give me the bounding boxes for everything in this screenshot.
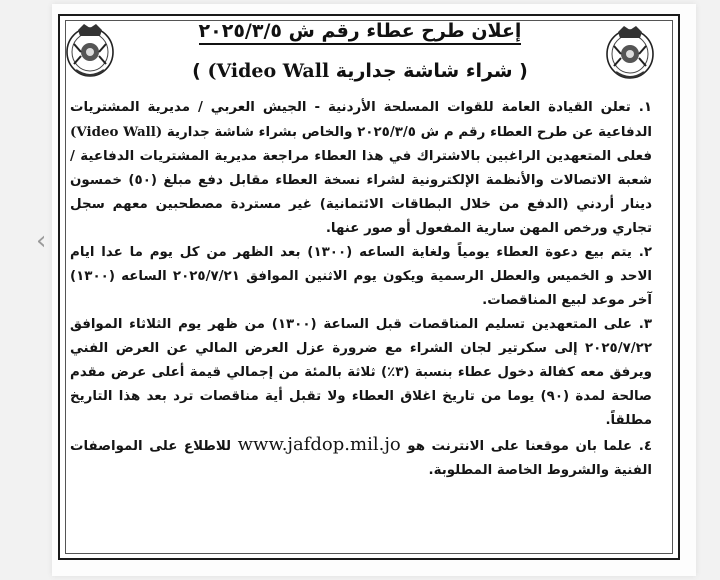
paragraph-1: [70, 96, 652, 241]
announcement-title: [130, 20, 590, 42]
subtitle-video-wall: (Video Wall: [207, 60, 330, 82]
paragraph-3: ٣. على المتعهدين تسليم المناقصات قبل الساعة (١٣٠٠) من ظهر يوم الثلاثاء الموافق ٢٠٢٥/٧/٢٢ إلى سكرتير لجان الشراء مع ضرورة عزل العرض المالي عن العرض الفني ويرفق معه كفالة دخول عطاء بنسبة (٣٪) ثلاثة بالمئة من إجمالي قيمة أعلى عرض مقدم صالحة لمدة (٩٠) يوما من تاريخ اغلاق العطاء ولا تقبل أية مناقصات ترد بعد هذا التاريخ مطلقاً.: [70, 317, 652, 428]
announcement-body: [70, 96, 652, 483]
subtitle-suffix: ): [192, 60, 208, 82]
paragraph-2: ٢. يتم بيع دعوة العطاء يومياً ولغاية الساعه (١٣٠٠) بعد الظهر من كل يوم ما عدا ايام الاحد و الخميس والعطل الرسمية ويكون يوم الاثنين الموافق ٢٠٢٥/٧/٢١ الساعه (١٣٠٠) آخر موعد لبيع المناقصات.: [70, 245, 653, 308]
armed-forces-emblem-left-icon: [64, 22, 116, 80]
website-link[interactable]: www.jafdop.mil.jo: [237, 434, 401, 455]
armed-forces-emblem-right-icon: [604, 24, 656, 82]
paragraph-4: [70, 433, 652, 483]
subtitle-prefix: ( شراء شاشة جدارية: [329, 60, 528, 82]
paragraph-1-text-b: فعلى المتعهدين الراغبين بالاشتراك في هذا العطاء مراجعة مديرية المشتريات الدفاعية / شعبة الاتصالات والأنظمة الإلكترونية لشراء نسخة العطاء مقابل دفع مبلغ (٥٠) خمسون دينار أردني (الدفع من خلال البطاقات الائتمانية) غير مستردة مصطحبين معهم سجل تجاري ورخص المهن سارية المفعول أو صور عنها.: [70, 149, 652, 236]
paragraph-1-text-a: ١. تعلن القيادة العامة للقوات المسلحة الأردنية - الجيش العربي / مديرية المشتريات الدفاعية عن طرح العطاء رقم م ش ٢٠٢٥/٣/٥ والخاص بشراء شاشة جدارية: [70, 100, 652, 140]
paragraph-1-video-wall: (Video Wall): [70, 124, 163, 140]
chevron-left-icon[interactable]: ‹: [36, 226, 47, 256]
announcement-subtitle: [130, 60, 590, 82]
announcement-title-text: إعلان طرح عطاء رقم ش ٢٠٢٥/٣/٥: [199, 20, 522, 45]
paragraph-4-text-b: للاطلاع على المواصفات الفنية والشروط الخاصة المطلوبة.: [70, 439, 652, 478]
paragraph-4-text-a: ٤. علما بان موقعنا على الانترنت هو: [400, 439, 652, 454]
